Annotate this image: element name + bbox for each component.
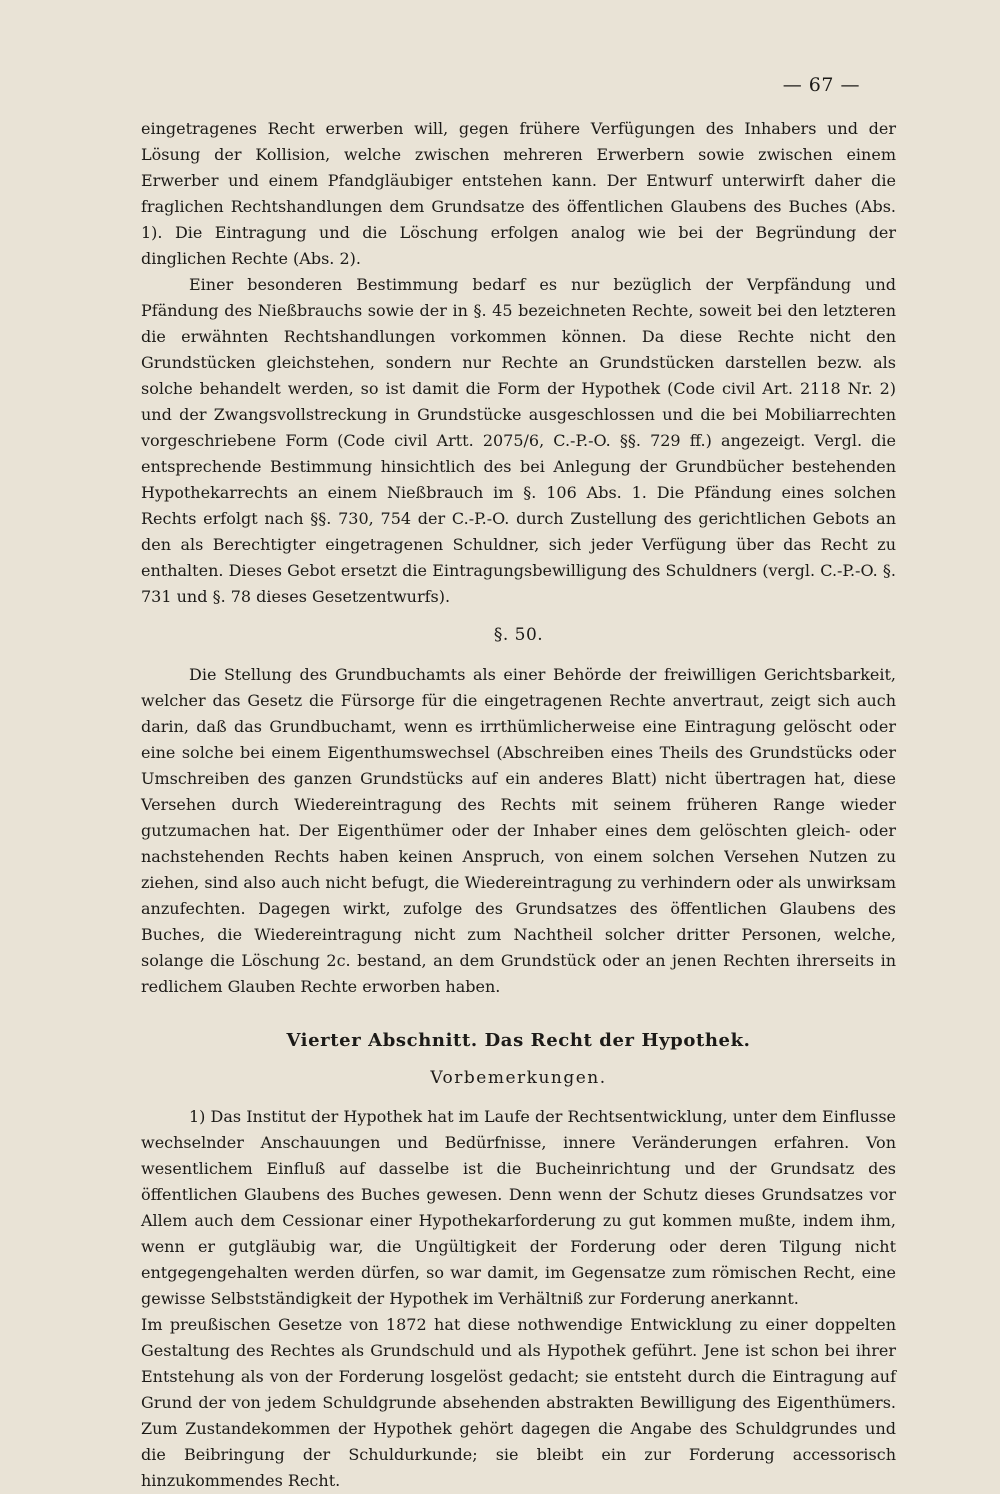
paragraph-special-provision: Einer besonderen Bestimmung bedarf es nur bezüglich der Verpfändung und Pfändung des Nießbrauchs sowie der in §. 45 bezeichneten Rechte, soweit bei den letzteren die erwähnten Rechtshandlungen vorkommen können. Da diese Rechte nicht den Grundstücken gleichstehen, sondern nur Rechte an Grundstücken darstellen bezw. als solche behandelt werden, so ist damit die Form der Hypothek (Code civil Art. 2118 Nr. 2) und der Zwangsvollstreckung in Grundstücke ausgeschlossen und die bei Mobiliarrechten vorgeschriebene Form (Code civil Artt. 2075/6, C.-P.-O. §§. 729 ff.) angezeigt. Vergl. die entsprechende Bestimmung hinsichtlich des bei Anlegung der Grundbücher bestehenden Hypothekarrechts an einem Nießbrauch im §. 106 Abs. 1. Die Pfändung eines solchen Rechts erfolgt nach §§. 730, 754 der C.-P.-O. durch Zustellung des gerichtlichen Gebots an den als Berechtigter eingetragenen Schuldner, sich jeder Verfügung über das Recht zu enthalten. Dieses Gebot ersetzt die Eintragungsbewilligung des Schuldners (vergl. C.-P.-O. §. 731 und §. 78 dieses Gesetzentwurfs). [141, 275, 896, 606]
paragraph-prussian-law: Im preußischen Gesetze von 1872 hat diese nothwendige Entwicklung zu einer doppelten Gestaltung des Rechtes als Grundschuld und als Hypothek geführt. Jene ist schon bei ihrer Entstehung als von der Forderung losgelöst gedacht; sie entsteht durch die Eintragung auf Grund der von jedem Schuldgrunde absehenden abstrakten Bewilligung des Eigenthümers. Zum Zustandekommen der Hypothek gehört dagegen die Angabe des Schuldgrundes und die Beibringung der Schuldurkunde; sie bleibt ein zur Forderung accessorisch hinzukommendes Recht. [141, 1315, 896, 1490]
paragraph-section-50: Die Stellung des Grundbuchamts als einer Behörde der freiwilligen Gerichtsbarkeit, welcher das Gesetz die Fürsorge für die eingetragenen Rechte anvertraut, zeigt sich auch darin, daß das Grundbuchamt, wenn es irrthümlicherweise eine Eintragung gelöscht oder eine solche bei einem Eigenthumswechsel (Abschreiben eines Theils des Grundstücks oder Umschreiben des ganzen Grundstücks auf ein anderes Blatt) nicht übertragen hat, diese Versehen durch Wiedereintragung des Rechts mit seinem früheren Range wieder gutzumachen hat. Der Eigenthümer oder der Inhaber eines dem gelöschten gleich- oder nachstehenden Rechts haben keinen Anspruch, von einem solchen Versehen Nutzen zu ziehen, sind also auch nicht befugt, die Wiedereintragung zu verhindern oder als unwirksam anzufechten. Dagegen wirkt, zufolge des Grundsatzes des öffentlichen Glaubens des Buches, die Wiedereintragung nicht zum Nachtheil solcher dritter Personen, welche, solange die Löschung 2c. bestand, an dem Grundstück oder an jenen Rechten ihrerseits in redlichem Glauben Rechte erworben haben. [141, 665, 896, 996]
paragraph-remark-1: 1) Das Institut der Hypothek hat im Laufe der Rechtsentwicklung, unter dem Einflusse wechselnder Anschauungen und Bedürfnisse, innere Veränderungen erfahren. Von wesentlichem Einfluß auf dasselbe ist die Bucheinrichtung und der Grundsatz des öffentlichen Glaubens des Buches gewesen. Denn wenn der Schutz dieses Grundsatzes vor Allem auch dem Cessionar einer Hypothekarforderung zu gut kommen mußte, indem ihm, wenn er gutgläubig war, die Ungültigkeit der Forderung oder deren Tilgung nicht entgegengehalten werden dürfen, so war damit, im Gegensatze zum römischen Recht, eine gewisse Selbstständigkeit der Hypothek im Verhältniß zur Forderung anerkannt. [141, 1107, 896, 1308]
page-number: — 67 — [782, 74, 860, 96]
subheading-preliminary-remarks: Vorbemerkungen. [430, 1068, 607, 1088]
section-heading-50: §. 50. [493, 625, 544, 645]
paragraph-continuation: eingetragenes Recht erwerben will, gegen frühere Verfügungen des Inhabers und der Lösung der Kollision, welche zwischen mehreren Erwerbern sowie zwischen einem Erwerber und einem Pfandgläubiger entstehen kann. Der Entwurf unterwirft daher die fraglichen Rechtshandlungen dem Grundsatze des öffentlichen Glaubens des Buches (Abs. 1). Die Eintragung und die Löschung erfolgen analog wie bei der Begründung der dinglichen Rechte (Abs. 2). [141, 119, 896, 268]
chapter-heading: Vierter Abschnitt. Das Recht der Hypothek. [286, 1030, 751, 1051]
